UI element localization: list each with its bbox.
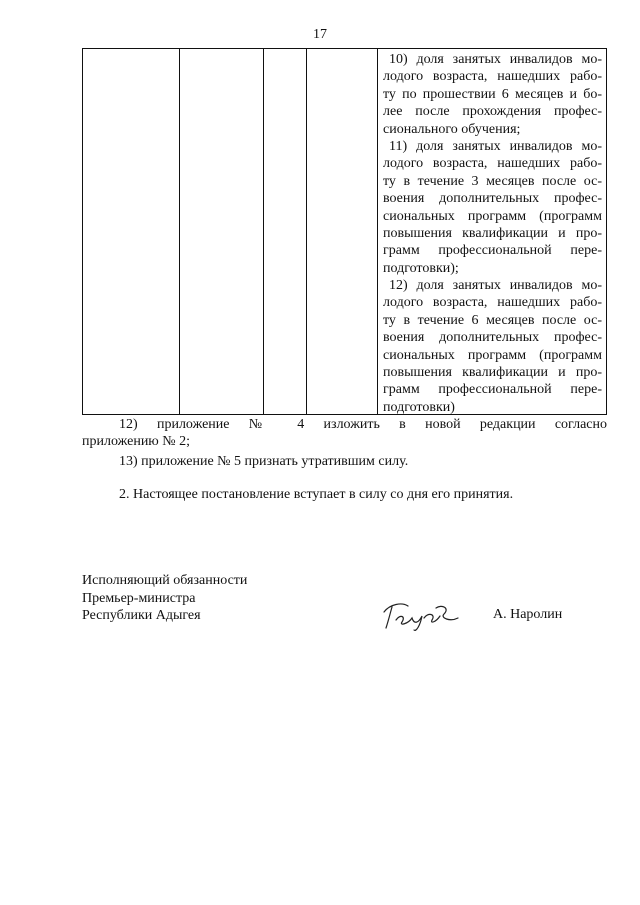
- indicators-cell-text: [383, 51, 602, 416]
- cell-line: сиональных программ (программ: [383, 347, 602, 363]
- cell-line: 12) доля занятых инвалидов мо-: [389, 278, 602, 294]
- paragraph-line: 12) приложение № 4 изложить в новой редакции согласно: [119, 417, 607, 432]
- cell-line: лодого возраста, нашедших рабо-: [383, 69, 602, 85]
- cell-line: грамм профессиональной пере-: [383, 243, 602, 259]
- cell-line: ту в течение 6 месяцев после ос-: [383, 312, 602, 328]
- cell-line: ту по прошествии 6 месяцев и бо-: [383, 86, 602, 102]
- cell-line: сионального обучения;: [383, 121, 521, 137]
- cell-line: повышения квалификации и про-: [383, 365, 602, 381]
- paragraph-item-12: [82, 416, 607, 451]
- cell-line: грамм профессиональной пере-: [383, 382, 602, 398]
- cell-line: лодого возраста, нашедших рабо-: [383, 295, 602, 311]
- cell-line: подготовки): [383, 399, 455, 415]
- cell-line: воения дополнительных профес-: [383, 191, 602, 207]
- cell-line: лее после прохождения профес-: [383, 104, 602, 120]
- cell-line: сиональных программ (программ: [383, 208, 602, 224]
- cell-line: воения дополнительных профес-: [383, 330, 602, 346]
- paragraph-clause-2: 2. Настоящее постановление вступает в силу со дня его принятия.: [119, 487, 514, 502]
- table-column-divider: [306, 49, 307, 414]
- cell-line: подготовки);: [383, 260, 459, 276]
- signer-name: А. Наролин: [493, 607, 563, 622]
- cell-line: 11) доля занятых инвалидов мо-: [389, 138, 602, 154]
- page-number: 17: [313, 27, 327, 42]
- paragraph-line: приложению № 2;: [82, 434, 191, 450]
- cell-line: повышения квалификации и про-: [383, 225, 602, 241]
- signature-title-line: Премьер-министра: [82, 590, 196, 606]
- table-column-divider: [263, 49, 264, 414]
- cell-line: лодого возраста, нашедших рабо-: [383, 156, 602, 172]
- paragraph-item-13: 13) приложение № 5 признать утратившим силу.: [119, 454, 409, 469]
- cell-line: 10) доля занятых инвалидов мо-: [389, 52, 602, 67]
- signature-title-line: Республики Адыгея: [82, 608, 201, 624]
- cell-line: ту в течение 3 месяцев после ос-: [383, 173, 602, 189]
- signature-title-block: [82, 572, 247, 625]
- signature-title-line: Исполняющий обязанности: [82, 573, 248, 588]
- handwritten-signature: [378, 598, 462, 634]
- table-column-divider: [377, 49, 378, 414]
- table-column-divider: [179, 49, 180, 414]
- indicators-table: [82, 48, 607, 415]
